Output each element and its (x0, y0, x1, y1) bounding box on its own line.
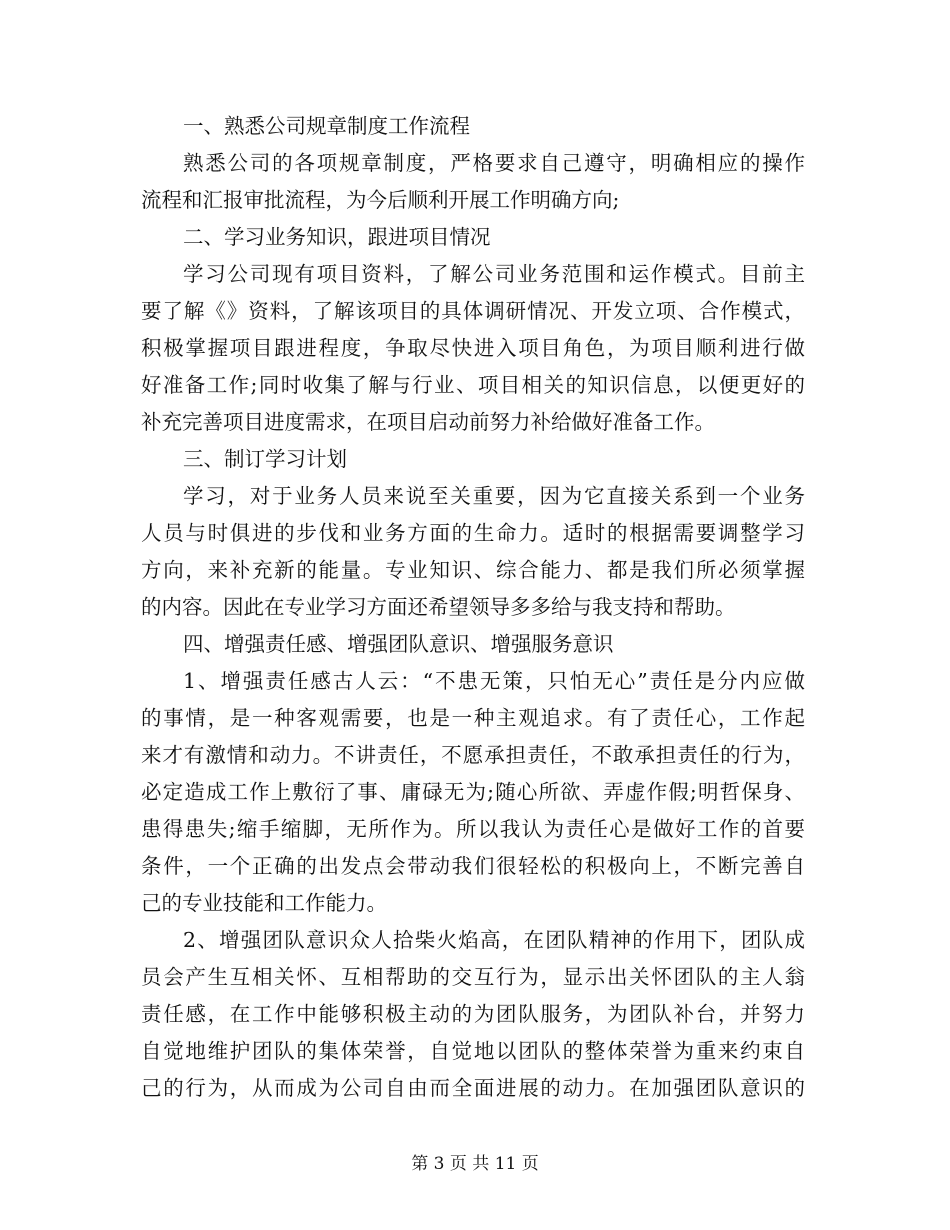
paragraph-line: 员会产生互相关怀、互相帮助的交互行为，显示出关怀团队的主人翁 (141, 965, 805, 989)
paragraph-line: 己的行为，从而成为公司自由而全面进展的动力。在加强团队意识的 (141, 1076, 805, 1100)
paragraph-line: 方向，来补充新的能量。专业知识、综合能力、都是我们所必须掌握 (141, 558, 805, 582)
paragraph-line: 来才有激情和动力。不讲责任，不愿承担责任，不敢承担责任的行为， (141, 743, 805, 767)
paragraph-line: 人员与时俱进的步伐和业务方面的生命力。适时的根据需要调整学习 (141, 521, 805, 545)
paragraph-line: 1、增强责任感古人云：“不患无策，只怕无心”责任是分内应做 (183, 669, 805, 693)
paragraph-line: 责任感，在工作中能够积极主动的为团队服务，为团队补台，并努力 (141, 1002, 805, 1026)
paragraph-line: 好准备工作;同时收集了解与行业、项目相关的知识信息，以便更好的 (141, 373, 805, 397)
body-text (141, 108, 805, 1107)
paragraph-line: 条件，一个正确的出发点会带动我们很轻松的积极向上，不断完善自 (141, 854, 805, 878)
page-footer: 第 3 页 共 11 页 (411, 1154, 539, 1174)
paragraph-line: 必定造成工作上敷衍了事、庸碌无为;随心所欲、弄虚作假;明哲保身、 (141, 780, 805, 804)
paragraph-line: 的内容。因此在专业学习方面还希望领导多多给与我支持和帮助。 (141, 595, 736, 619)
paragraph-line: 2、增强团队意识众人拾柴火焰高，在团队精神的作用下，团队成 (183, 928, 805, 952)
paragraph-line: 熟悉公司的各项规章制度，严格要求自己遵守，明确相应的操作 (183, 151, 805, 175)
paragraph-line: 积极掌握项目跟进程度，争取尽快进入项目角色，为项目顺利进行做 (141, 336, 805, 360)
paragraph-line: 要了解《》资料，了解该项目的具体调研情况、开发立项、合作模式， (141, 299, 805, 323)
section-heading: 一、熟悉公司规章制度工作流程 (183, 114, 470, 138)
paragraph-line: 的事情，是一种客观需要，也是一种主观追求。有了责任心，工作起 (141, 706, 805, 730)
paragraph-line: 学习公司现有项目资料，了解公司业务范围和运作模式。目前主 (183, 262, 805, 286)
section-heading: 四、增强责任感、增强团队意识、增强服务意识 (183, 632, 614, 656)
paragraph-line: 自觉地维护团队的集体荣誉，自觉地以团队的整体荣誉为重来约束自 (141, 1039, 805, 1063)
paragraph-line: 学习，对于业务人员来说至关重要，因为它直接关系到一个业务 (183, 484, 805, 508)
section-heading: 二、学习业务知识，跟进项目情况 (183, 225, 491, 249)
section-heading: 三、制订学习计划 (183, 447, 347, 471)
paragraph-line: 患得患失;缩手缩脚，无所作为。所以我认为责任心是做好工作的首要 (141, 817, 805, 841)
paragraph-line: 补充完善项目进度需求，在项目启动前努力补给做好准备工作。 (141, 410, 715, 434)
paragraph-line: 己的专业技能和工作能力。 (141, 891, 387, 915)
paragraph-line: 流程和汇报审批流程，为今后顺利开展工作明确方向; (141, 188, 620, 212)
